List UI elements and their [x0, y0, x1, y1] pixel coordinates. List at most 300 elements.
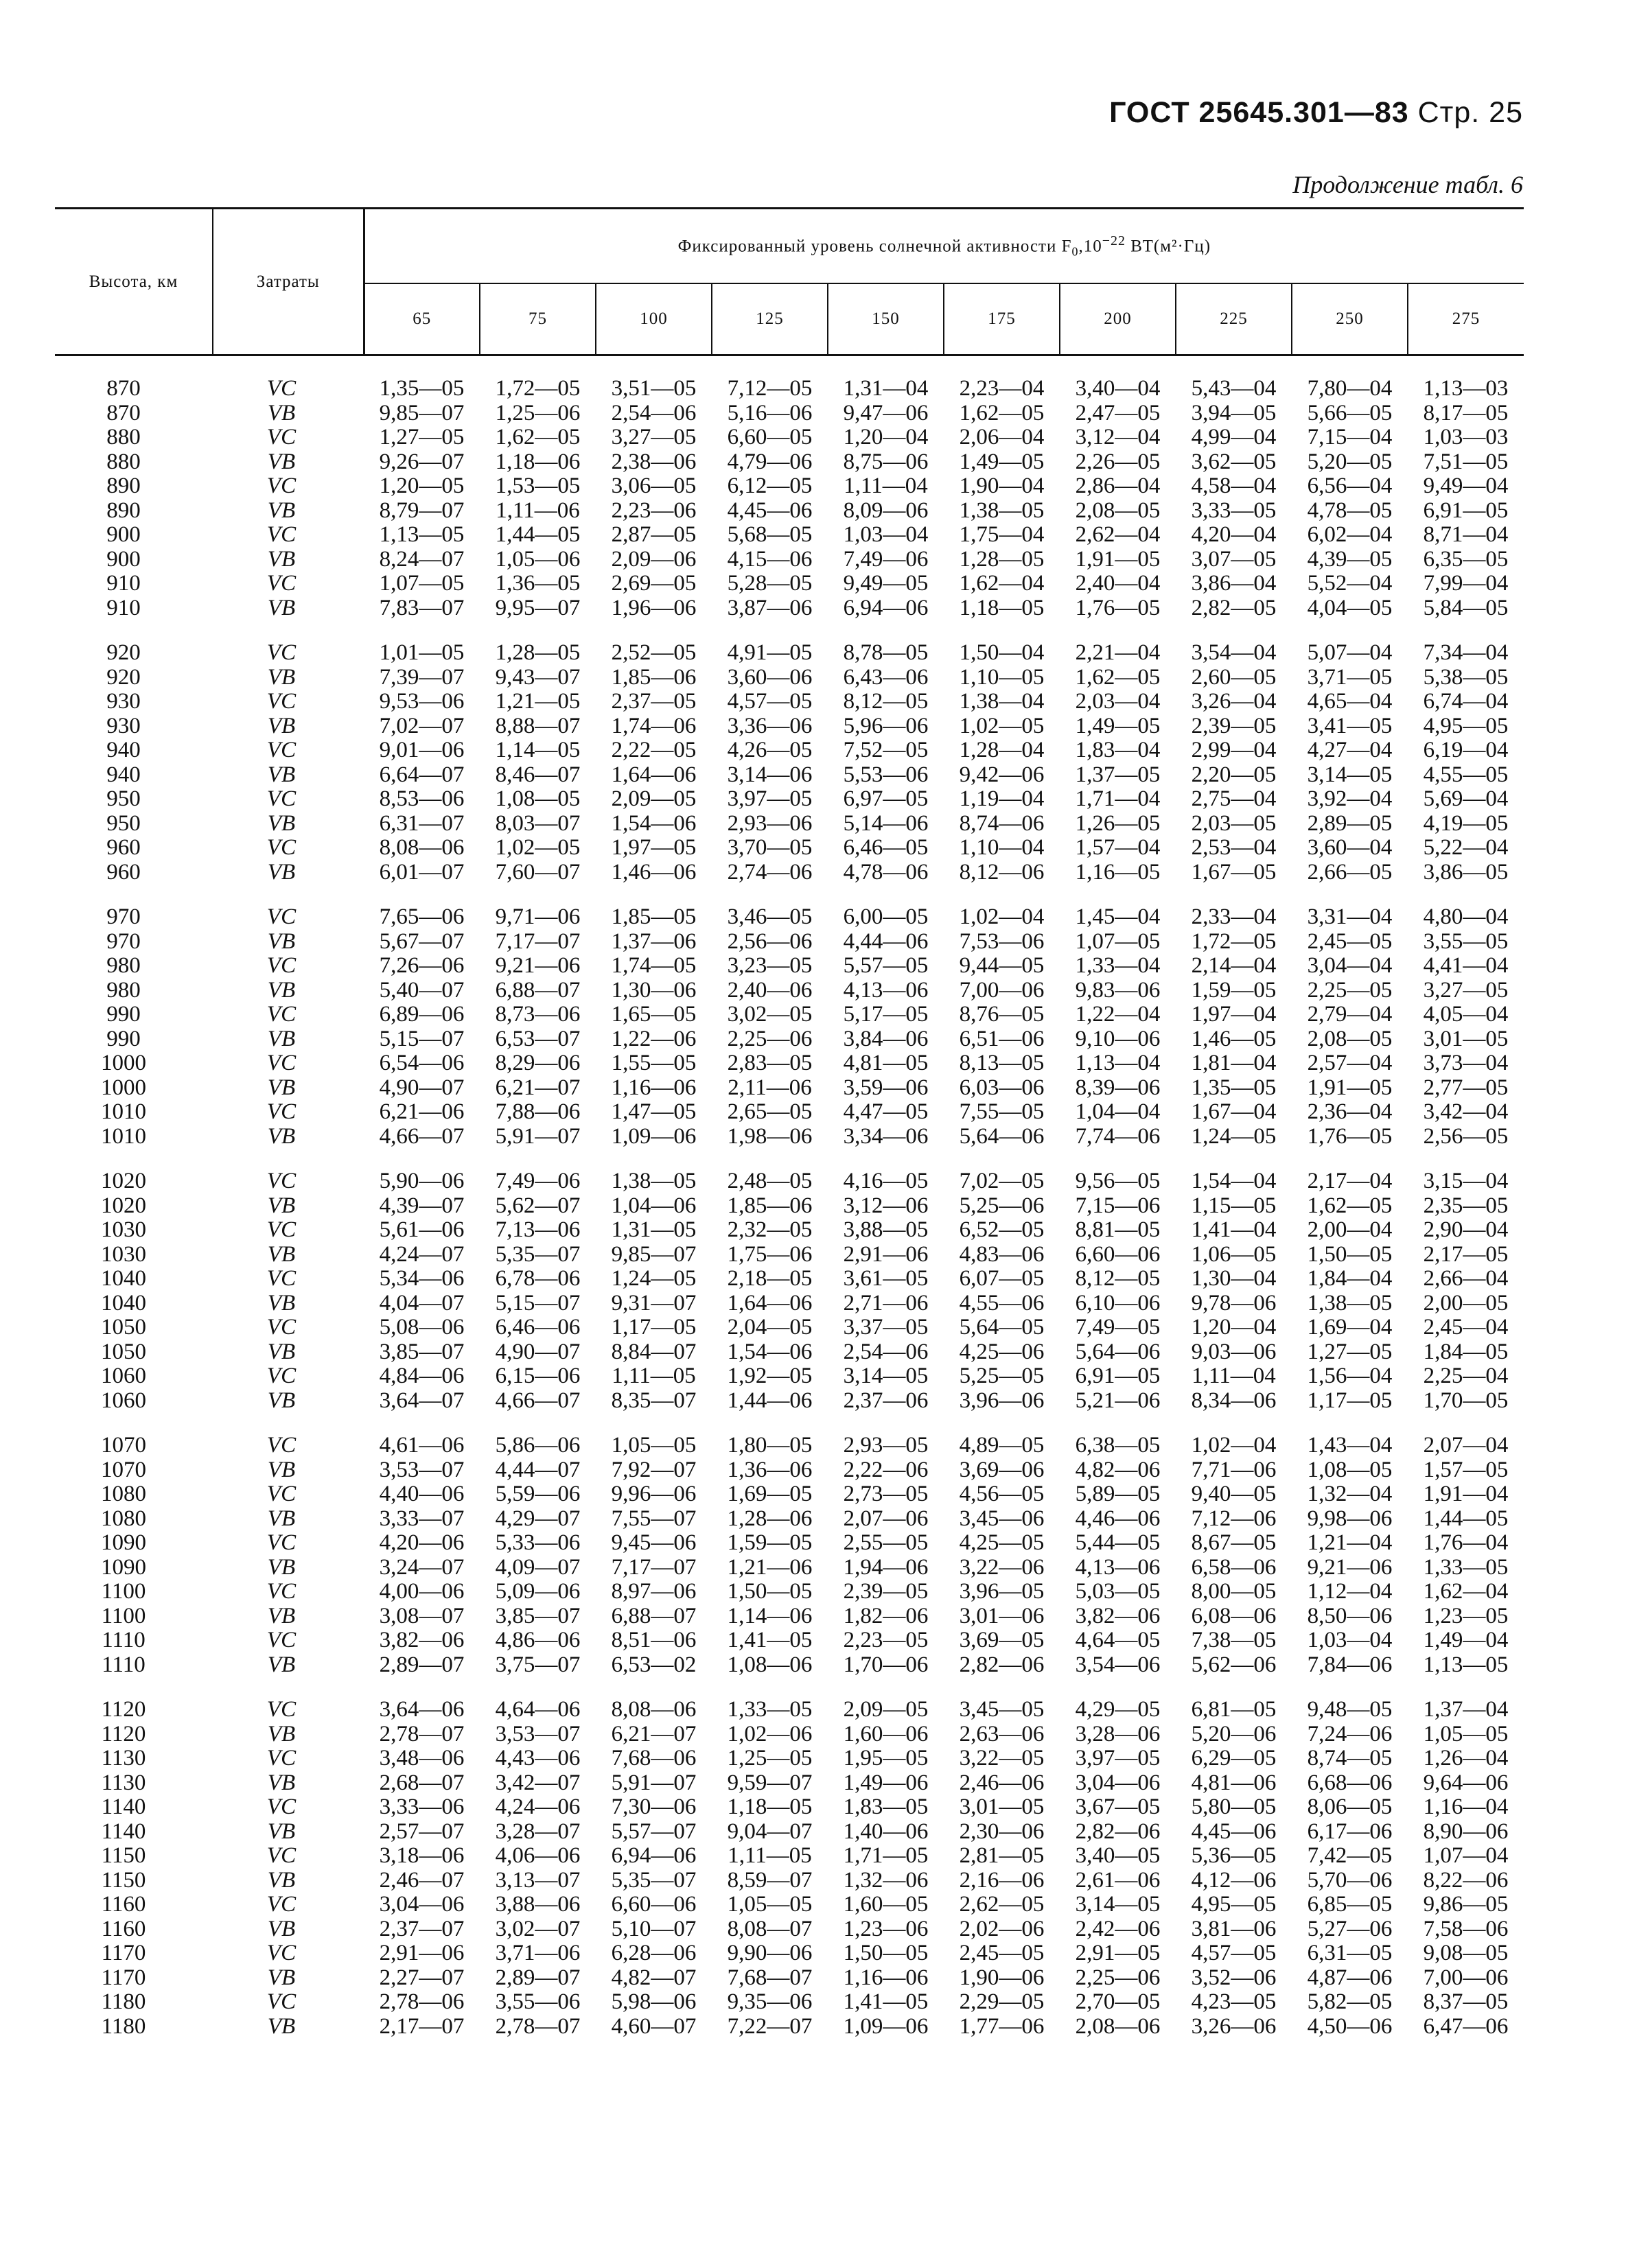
value-cell: 6,02—04: [1307, 522, 1393, 547]
table-row: [55, 1267, 1524, 1291]
value-cell: 6,52—05: [959, 1217, 1045, 1242]
value-cell: 6,85—05: [1307, 1892, 1393, 1917]
value-cell: 9,71—06: [495, 904, 581, 929]
value-cell: 2,69—05: [611, 571, 697, 596]
value-cell: 7,55—07: [611, 1506, 697, 1531]
value-cell: 8,59—07: [727, 1867, 813, 1893]
value-cell: 2,20—05: [1191, 762, 1277, 787]
value-cell: 1,70—05: [1423, 1388, 1509, 1413]
value-cell: 5,91—07: [495, 1123, 581, 1149]
value-cell: 2,91—06: [379, 1941, 465, 1965]
value-cell: 3,26—06: [1191, 2013, 1277, 2039]
value-cell: 2,57—04: [1307, 1051, 1393, 1075]
table-row: [55, 1218, 1524, 1243]
cost-cell: VC: [266, 1051, 297, 1075]
value-cell: 9,95—07: [495, 595, 581, 620]
value-cell: 1,84—04: [1307, 1266, 1393, 1291]
value-cell: 1,45—04: [1075, 904, 1161, 929]
value-cell: 8,81—05: [1075, 1217, 1161, 1242]
value-cell: 2,87—05: [611, 522, 697, 547]
value-cell: 3,61—05: [843, 1266, 929, 1291]
value-cell: 5,90—06: [379, 1169, 465, 1193]
value-cell: 4,50—06: [1307, 2013, 1393, 2039]
value-cell: 5,14—06: [843, 810, 929, 836]
value-cell: 1,82—06: [843, 1603, 929, 1628]
cost-cell: VC: [266, 1002, 297, 1027]
value-cell: 3,31—04: [1307, 904, 1393, 929]
value-cell: 3,53—07: [495, 1721, 581, 1746]
value-cell: 6,46—05: [843, 835, 929, 860]
height-cell: 1150: [101, 1867, 146, 1893]
value-cell: 6,97—05: [843, 786, 929, 811]
value-cell: 2,82—06: [959, 1652, 1045, 1677]
value-cell: 8,12—05: [843, 689, 929, 714]
value-cell: 4,99—04: [1191, 425, 1277, 449]
value-cell: 1,67—05: [1191, 859, 1277, 885]
value-cell: 4,82—07: [611, 1965, 697, 1990]
value-cell: 6,91—05: [1075, 1364, 1161, 1388]
cost-cell: VC: [266, 904, 297, 929]
value-cell: 2,23—06: [611, 498, 697, 523]
value-cell: 1,18—06: [495, 449, 581, 474]
cost-cell: VB: [267, 1123, 296, 1149]
value-cell: 3,08—07: [379, 1603, 465, 1628]
value-cell: 1,32—04: [1307, 1482, 1393, 1506]
cost-cell: VB: [267, 2013, 296, 2039]
height-cell: 920: [106, 640, 141, 665]
height-cell: 960: [106, 835, 141, 860]
table-row: [55, 1653, 1524, 1678]
value-cell: 4,04—05: [1307, 595, 1393, 620]
value-cell: 2,47—05: [1075, 400, 1161, 425]
value-cell: 8,90—06: [1423, 1819, 1509, 1844]
value-cell: 1,24—05: [611, 1266, 697, 1291]
table-header: [55, 209, 1524, 355]
value-cell: 4,56—05: [959, 1482, 1045, 1506]
value-cell: 3,73—04: [1423, 1051, 1509, 1075]
value-cell: 1,64—06: [611, 762, 697, 787]
table-row: [55, 1869, 1524, 1893]
value-cell: 9,53—06: [379, 689, 465, 714]
height-cell: 1110: [102, 1628, 146, 1652]
value-cell: 8,08—07: [727, 1916, 813, 1941]
table-row: [55, 1556, 1524, 1580]
table-row: [55, 2015, 1524, 2039]
value-cell: 4,66—07: [495, 1388, 581, 1413]
value-cell: 4,46—06: [1075, 1506, 1161, 1531]
group-spacer-cell: [55, 1149, 1524, 1169]
value-cell: 1,27—05: [1307, 1339, 1393, 1364]
value-cell: 3,01—06: [959, 1603, 1045, 1628]
value-cell: 1,54—06: [611, 810, 697, 836]
value-cell: 1,15—05: [1191, 1193, 1277, 1218]
value-cell: 4,65—04: [1307, 689, 1393, 714]
value-cell: 5,28—05: [727, 571, 813, 596]
atmosphere-density-table: [55, 207, 1524, 2039]
value-cell: 8,39—06: [1075, 1075, 1161, 1100]
value-cell: 7,00—06: [959, 977, 1045, 1003]
table-row: [55, 1628, 1524, 1653]
value-cell: 6,31—05: [1307, 1941, 1393, 1965]
value-cell: 2,61—06: [1075, 1867, 1161, 1893]
table-row: [55, 1917, 1524, 1942]
value-cell: 2,93—06: [727, 810, 813, 836]
value-cell: 7,49—05: [1075, 1315, 1161, 1340]
height-cell: 1040: [101, 1266, 146, 1291]
height-cell: 1120: [101, 1697, 146, 1722]
cost-cell: VC: [266, 1579, 297, 1604]
value-cell: 1,33—04: [1075, 953, 1161, 978]
value-cell: 1,91—05: [1075, 546, 1161, 572]
table-row: [55, 1746, 1524, 1771]
value-cell: 3,18—06: [379, 1843, 465, 1868]
value-cell: 6,88—07: [611, 1603, 697, 1628]
value-cell: 1,41—04: [1191, 1217, 1277, 1242]
value-cell: 3,33—06: [379, 1794, 465, 1819]
value-cell: 1,04—06: [611, 1193, 697, 1218]
value-cell: 1,80—05: [727, 1433, 813, 1458]
height-cell: 1050: [101, 1315, 146, 1340]
value-cell: 1,11—06: [496, 498, 580, 523]
value-cell: 1,77—06: [959, 2013, 1045, 2039]
table-row: [55, 1291, 1524, 1316]
value-cell: 2,99—04: [1191, 738, 1277, 762]
value-cell: 9,90—06: [727, 1941, 813, 1965]
cost-cell: VB: [267, 1290, 296, 1316]
value-cell: 4,87—06: [1307, 1965, 1393, 1990]
value-cell: 2,89—07: [379, 1652, 465, 1677]
value-cell: 1,44—05: [1423, 1506, 1509, 1531]
value-cell: 5,62—07: [495, 1193, 581, 1218]
value-cell: 5,62—06: [1191, 1652, 1277, 1677]
value-cell: 1,76—04: [1423, 1530, 1509, 1555]
value-cell: 8,79—07: [379, 498, 465, 523]
value-cell: 9,10—06: [1075, 1026, 1161, 1051]
value-cell: 9,64—06: [1423, 1770, 1509, 1795]
value-cell: 1,57—04: [1075, 835, 1161, 860]
table-row: [55, 1698, 1524, 1722]
height-cell: 1010: [101, 1099, 146, 1124]
value-cell: 7,00—06: [1423, 1965, 1509, 1990]
value-cell: 6,60—06: [1075, 1241, 1161, 1267]
value-cell: 6,00—05: [843, 904, 929, 929]
value-cell: 1,94—06: [843, 1554, 929, 1580]
cost-cell: VC: [266, 1989, 297, 2014]
value-cell: 5,68—05: [727, 522, 813, 547]
column-header-cost: Затраты: [213, 209, 364, 355]
height-cell: 1150: [101, 1843, 146, 1868]
value-cell: 2,78—07: [495, 2013, 581, 2039]
value-cell: 4,45—06: [1191, 1819, 1277, 1844]
value-cell: 8,22—06: [1423, 1867, 1509, 1893]
value-cell: 7,24—06: [1307, 1721, 1393, 1746]
value-cell: 6,53—07: [495, 1026, 581, 1051]
value-cell: 2,40—06: [727, 977, 813, 1003]
value-cell: 1,44—06: [727, 1388, 813, 1413]
height-cell: 1010: [101, 1123, 146, 1149]
cost-cell: VB: [267, 1867, 296, 1893]
value-cell: 1,69—04: [1307, 1315, 1393, 1340]
value-cell: 2,70—05: [1075, 1989, 1161, 2014]
height-cell: 1170: [101, 1941, 146, 1965]
table-row: [55, 861, 1524, 885]
value-cell: 4,13—06: [843, 977, 929, 1003]
value-cell: 1,16—04: [1423, 1794, 1509, 1819]
value-cell: 2,18—05: [727, 1266, 813, 1291]
value-cell: 9,01—06: [379, 738, 465, 762]
solar-level-header: 175: [944, 283, 1060, 355]
value-cell: 1,96—06: [611, 595, 697, 620]
value-cell: 1,38—04: [959, 689, 1045, 714]
value-cell: 3,06—05: [611, 474, 697, 498]
solar-title-post: ВТ(м²·Гц): [1126, 237, 1211, 256]
cost-cell: VB: [267, 1965, 296, 1990]
value-cell: 7,17—07: [611, 1554, 697, 1580]
value-cell: 4,61—06: [379, 1433, 465, 1458]
value-cell: 2,23—05: [843, 1628, 929, 1652]
cost-cell: VB: [267, 664, 296, 690]
value-cell: 4,86—06: [495, 1628, 581, 1652]
cost-cell: VB: [267, 400, 296, 425]
value-cell: 2,46—06: [959, 1770, 1045, 1795]
value-cell: 8,74—05: [1307, 1746, 1393, 1770]
height-cell: 1060: [101, 1364, 146, 1388]
value-cell: 1,50—05: [1307, 1241, 1393, 1267]
height-cell: 1070: [101, 1457, 146, 1482]
table-row: [55, 787, 1524, 812]
value-cell: 8,67—05: [1191, 1530, 1277, 1555]
value-cell: 7,02—07: [379, 713, 465, 738]
value-cell: 8,08—06: [379, 835, 465, 860]
table-row: [55, 1364, 1524, 1389]
value-cell: 2,86—04: [1075, 474, 1161, 498]
value-cell: 6,03—06: [959, 1075, 1045, 1100]
cost-cell: VC: [266, 786, 297, 811]
value-cell: 4,41—04: [1423, 953, 1509, 978]
value-cell: 1,46—06: [611, 859, 697, 885]
cost-cell: VC: [266, 689, 297, 714]
value-cell: 3,15—04: [1423, 1169, 1509, 1193]
solar-level-header: 100: [596, 283, 712, 355]
group-spacer-cell: [55, 885, 1524, 905]
value-cell: 3,55—05: [1423, 928, 1509, 954]
value-cell: 9,86—05: [1423, 1892, 1509, 1917]
height-cell: 1070: [101, 1433, 146, 1458]
value-cell: 1,40—06: [843, 1819, 929, 1844]
table-row: [55, 1580, 1524, 1604]
value-cell: 6,01—07: [379, 859, 465, 885]
value-cell: 5,86—06: [495, 1433, 581, 1458]
value-cell: 2,77—05: [1423, 1075, 1509, 1100]
cost-cell: VB: [267, 498, 296, 523]
value-cell: 5,03—05: [1075, 1579, 1161, 1604]
value-cell: 3,96—06: [959, 1388, 1045, 1413]
value-cell: 4,25—06: [959, 1339, 1045, 1364]
value-cell: 1,41—05: [727, 1628, 813, 1652]
table-row: [55, 1434, 1524, 1458]
cost-cell: VB: [267, 977, 296, 1003]
value-cell: 3,71—05: [1307, 664, 1393, 690]
cost-cell: VB: [267, 1026, 296, 1051]
value-cell: 1,33—05: [1423, 1554, 1509, 1580]
value-cell: 7,53—06: [959, 928, 1045, 954]
value-cell: 3,41—05: [1307, 713, 1393, 738]
cost-cell: VC: [266, 1746, 297, 1770]
value-cell: 1,16—06: [611, 1075, 697, 1100]
value-cell: 1,16—06: [843, 1965, 929, 1990]
value-cell: 6,07—05: [959, 1266, 1045, 1291]
value-cell: 3,04—04: [1307, 953, 1393, 978]
value-cell: 1,72—05: [495, 376, 581, 401]
value-cell: 2,36—04: [1307, 1099, 1393, 1124]
value-cell: 2,08—05: [1075, 498, 1161, 523]
value-cell: 1,50—05: [843, 1941, 929, 1965]
value-cell: 3,33—05: [1191, 498, 1277, 523]
height-cell: 940: [106, 762, 141, 787]
value-cell: 3,22—05: [959, 1746, 1045, 1770]
value-cell: 2,04—05: [727, 1315, 813, 1340]
table-row: [55, 1051, 1524, 1076]
value-cell: 3,34—06: [843, 1123, 929, 1149]
value-cell: 5,27—06: [1307, 1916, 1393, 1941]
value-cell: 4,23—05: [1191, 1989, 1277, 2014]
value-cell: 9,85—07: [611, 1241, 697, 1267]
value-cell: 2,81—05: [959, 1843, 1045, 1868]
value-cell: 1,06—05: [1191, 1241, 1277, 1267]
value-cell: 1,32—06: [843, 1867, 929, 1893]
value-cell: 1,55—05: [611, 1051, 697, 1075]
value-cell: 5,64—05: [959, 1315, 1045, 1340]
value-cell: 5,20—06: [1191, 1721, 1277, 1746]
value-cell: 2,53—04: [1191, 835, 1277, 860]
value-cell: 9,40—05: [1191, 1482, 1277, 1506]
value-cell: 6,21—06: [379, 1099, 465, 1124]
height-cell: 990: [106, 1002, 141, 1027]
table-row: [55, 1389, 1524, 1414]
value-cell: 8,71—04: [1423, 522, 1509, 547]
height-cell: 1050: [101, 1339, 146, 1364]
value-cell: 5,80—05: [1191, 1794, 1277, 1819]
table-row: [55, 1125, 1524, 1149]
cost-cell: VC: [266, 474, 297, 498]
group-spacer-cell: [55, 620, 1524, 641]
value-cell: 1,10—04: [959, 835, 1045, 860]
value-cell: 6,88—07: [495, 977, 581, 1003]
value-cell: 6,47—06: [1423, 2013, 1509, 2039]
cost-cell: VB: [267, 1075, 296, 1100]
cost-cell: VC: [266, 1628, 297, 1652]
group-spacer: [55, 1677, 1524, 1698]
value-cell: 3,75—07: [495, 1652, 581, 1677]
value-cell: 2,40—04: [1075, 571, 1161, 596]
value-cell: 8,00—05: [1191, 1579, 1277, 1604]
value-cell: 4,44—06: [843, 928, 929, 954]
cost-cell: VC: [266, 1315, 297, 1340]
value-cell: 1,74—06: [611, 713, 697, 738]
value-cell: 2,17—04: [1307, 1169, 1393, 1193]
table-row: [55, 401, 1524, 426]
value-cell: 8,88—07: [495, 713, 581, 738]
value-cell: 7,13—06: [495, 1217, 581, 1242]
value-cell: 1,27—05: [379, 425, 465, 449]
height-cell: 940: [106, 738, 141, 762]
value-cell: 1,28—04: [959, 738, 1045, 762]
value-cell: 3,87—06: [727, 595, 813, 620]
value-cell: 5,40—07: [379, 977, 465, 1003]
value-cell: 1,04—04: [1075, 1099, 1161, 1124]
value-cell: 2,37—07: [379, 1916, 465, 1941]
value-cell: 1,22—04: [1075, 1002, 1161, 1027]
value-cell: 1,08—06: [727, 1652, 813, 1677]
value-cell: 1,60—05: [843, 1892, 929, 1917]
cost-cell: VC: [266, 835, 297, 860]
table-row: [55, 1941, 1524, 1966]
value-cell: 3,69—05: [959, 1628, 1045, 1652]
value-cell: 9,08—05: [1423, 1941, 1509, 1965]
value-cell: 5,21—06: [1075, 1388, 1161, 1413]
value-cell: 1,19—04: [959, 786, 1045, 811]
value-cell: 5,96—06: [843, 713, 929, 738]
cost-cell: VC: [266, 953, 297, 978]
value-cell: 1,26—04: [1423, 1746, 1509, 1770]
value-cell: 1,11—05: [728, 1843, 812, 1868]
table-row: [55, 641, 1524, 666]
group-spacer-cell: [55, 1677, 1524, 1698]
value-cell: 3,55—06: [495, 1989, 581, 2014]
value-cell: 3,82—06: [1075, 1603, 1161, 1628]
table-row: [55, 425, 1524, 450]
value-cell: 2,26—05: [1075, 449, 1161, 474]
value-cell: 2,37—05: [611, 689, 697, 714]
value-cell: 4,82—06: [1075, 1457, 1161, 1482]
value-cell: 6,08—06: [1191, 1603, 1277, 1628]
value-cell: 1,92—05: [727, 1364, 813, 1388]
value-cell: 3,60—04: [1307, 835, 1393, 860]
value-cell: 6,17—06: [1307, 1819, 1393, 1844]
value-cell: 3,82—06: [379, 1628, 465, 1652]
value-cell: 9,45—06: [611, 1530, 697, 1555]
cost-cell: VC: [266, 1843, 297, 1868]
value-cell: 1,08—05: [495, 786, 581, 811]
value-cell: 4,66—07: [379, 1123, 465, 1149]
value-cell: 7,30—06: [611, 1794, 697, 1819]
page-number: Стр. 25: [1417, 96, 1523, 129]
value-cell: 8,97—06: [611, 1579, 697, 1604]
group-spacer: [55, 355, 1524, 377]
value-cell: 2,35—05: [1423, 1193, 1509, 1218]
value-cell: 2,54—06: [611, 400, 697, 425]
value-cell: 4,20—04: [1191, 522, 1277, 547]
value-cell: 2,00—05: [1423, 1290, 1509, 1316]
value-cell: 6,31—07: [379, 810, 465, 836]
value-cell: 4,90—07: [495, 1339, 581, 1364]
value-cell: 3,45—05: [959, 1697, 1045, 1722]
value-cell: 7,80—04: [1307, 376, 1393, 401]
value-cell: 1,49—05: [959, 449, 1045, 474]
solar-title-mid: ,10: [1078, 237, 1102, 256]
value-cell: 1,71—05: [843, 1843, 929, 1868]
value-cell: 4,00—06: [379, 1579, 465, 1604]
value-cell: 6,29—05: [1191, 1746, 1277, 1770]
value-cell: 3,27—05: [1423, 977, 1509, 1003]
table-row: [55, 1604, 1524, 1629]
table-row: [55, 836, 1524, 861]
cost-cell: VC: [266, 1266, 297, 1291]
value-cell: 1,09—06: [843, 2013, 929, 2039]
group-spacer: [55, 885, 1524, 905]
value-cell: 3,64—07: [379, 1388, 465, 1413]
value-cell: 2,09—05: [611, 786, 697, 811]
